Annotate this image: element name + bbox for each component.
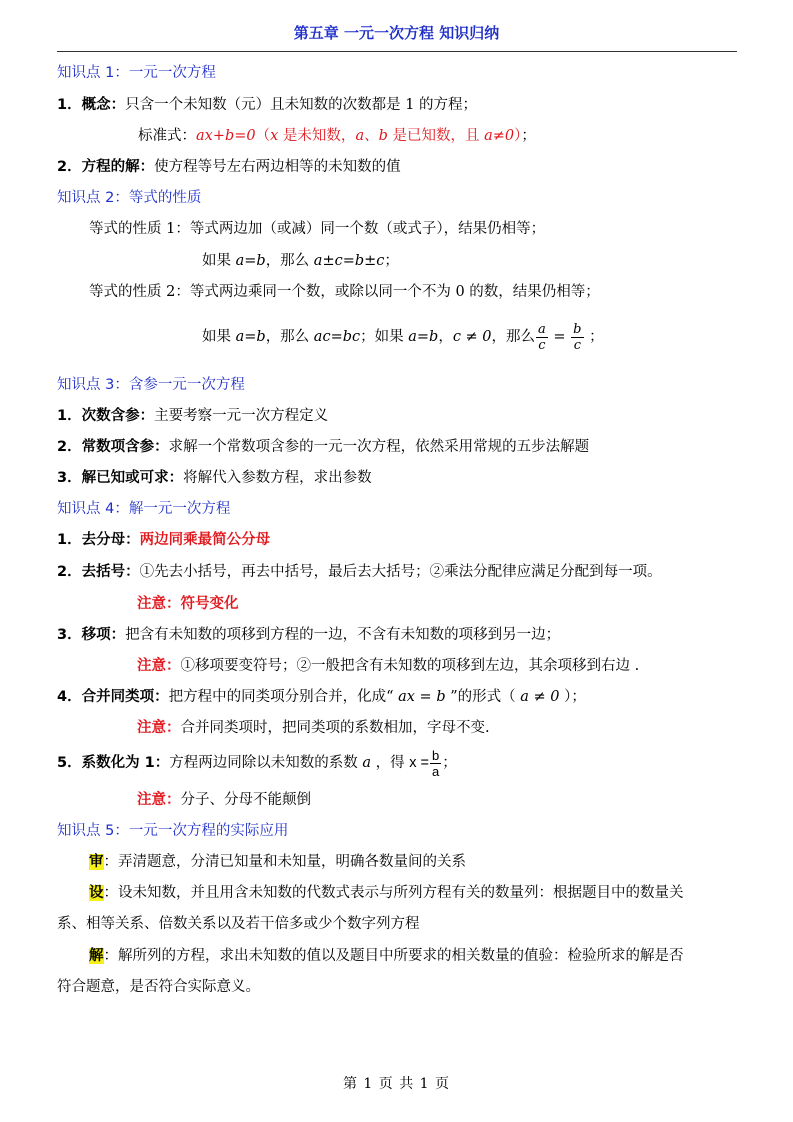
k4-item-5-note-text: 分子、分母不能颠倒 (180, 792, 311, 808)
standard-form-sep: 、 (364, 128, 379, 144)
k4-item-5-note (137, 790, 311, 810)
p2-example-then-2: ，那么 (491, 329, 536, 345)
step-shen-label: 审 (89, 854, 104, 870)
k4-item-4-text-c: ）； (559, 689, 586, 705)
k4-item-2-text: ①先去小括号，再去中括号，最后去大括号；②乘法分配律应满足分配到每一项。 (139, 564, 662, 580)
standard-form-b: b (378, 128, 388, 144)
step-she-label: 设 (89, 885, 104, 901)
k3-item-1-label: 1．次数含参： (57, 408, 155, 424)
k4-item-5-text-b: ，得 (371, 755, 410, 771)
standard-form-condition: a≠0 (484, 128, 515, 144)
section-heading-5: 知识点 5：一元一次方程的实际应用 (57, 823, 289, 839)
k4-item-3-note-text: ①移项要变符号；②一般把含有未知数的项移到左边，其余项移到右边 . (180, 658, 640, 674)
p1-example-if: 如果 (202, 253, 236, 269)
page-footer: 第 1 页 共 1 页 (342, 1076, 451, 1092)
step-she (89, 883, 684, 903)
p2-equals-sign: = (548, 329, 571, 345)
standard-form-note-close: ） (514, 128, 522, 144)
k3-item-2 (57, 437, 589, 457)
step-jie-text-1: ：解所列的方程，求出未知数的值以及题目中所要求的相关数量的值验：检验所求的解是否 (103, 948, 684, 964)
step-she-continued: 系、相等关系、倍数关系以及若干倍多或少个数字列方程 (57, 916, 420, 932)
p2-example-if-2: ；如果 (360, 329, 409, 345)
step-jie (89, 946, 684, 966)
standard-form-note-open: （ (255, 128, 271, 144)
standard-form-note-2: 是已知数，且 (387, 128, 485, 144)
p1-example-condition: a=b (235, 253, 266, 269)
k4-item-4-formula: ax = b (398, 689, 446, 705)
fraction-a-denominator-2: a (431, 763, 440, 779)
step-she-text-1: ：设未知数，并且用含未知数的代数式表示与所列方程有关的数量列：根据题目中的数量关 (103, 885, 684, 901)
k4-item-5-end: ； (442, 755, 457, 771)
k4-item-3-note (137, 656, 639, 676)
fraction-a-numerator: a (538, 321, 546, 337)
standard-form-a: a (355, 128, 365, 144)
k4-item-1 (57, 530, 270, 550)
fraction-b-numerator-2: b (431, 747, 440, 763)
equality-property-2: 等式的性质 2：等式两边乘同一个数，或除以同一个不为 0 的数，结果仍相等； (89, 284, 600, 300)
k4-item-4-note-label: 注意： (137, 720, 181, 736)
k1-item-1-text: 只含一个未知数（元）且未知数的次数都是 1 的方程； (125, 97, 478, 113)
p2-example-condition-1: a=b (235, 329, 266, 345)
step-shen-text: ：弄清题意，分清已知量和未知量，明确各数量间的关系 (103, 854, 466, 870)
p2-example-if: 如果 (202, 329, 236, 345)
k4-item-1-text: 两边同乘最简公分母 (139, 532, 271, 548)
k4-item-4-condition: a ≠ 0 (520, 689, 560, 705)
standard-form-prefix: 标准式： (138, 128, 196, 144)
k1-item-2-label: 2．方程的解： (57, 159, 155, 175)
standard-form-end: ； (521, 128, 536, 144)
k4-item-4-text-b: ”的形式（ (445, 689, 521, 705)
p1-example-end: ； (384, 253, 399, 269)
k3-item-3 (57, 468, 372, 488)
section-heading-3: 知识点 3：含参一元一次方程 (57, 377, 245, 393)
p2-example-then: ，那么 (265, 329, 314, 345)
k3-item-2-label: 2．常数项含参： (57, 439, 169, 455)
k1-item-2-text: 使方程等号左右两边相等的未知数的值 (154, 159, 401, 175)
k4-item-2-note: 注意：符号变化 (137, 596, 239, 612)
k3-item-1 (57, 406, 328, 426)
k4-item-5-label: 5．系数化为 1： (57, 755, 170, 771)
k4-item-3-text: 把含有未知数的项移到方程的一边，不含有未知数的项移到另一边； (125, 627, 561, 643)
p2-example-result-1: ac=bc (313, 329, 361, 345)
section-heading-2: 知识点 2：等式的性质 (57, 190, 202, 206)
k1-item-2 (57, 157, 401, 177)
standard-form-line (138, 126, 536, 146)
k4-item-5-x: x = (409, 755, 429, 771)
fraction-b-denominator: c (573, 337, 581, 353)
section-heading-4: 知识点 4：解一元一次方程 (57, 501, 231, 517)
k4-item-4 (57, 687, 586, 707)
k4-item-3 (57, 625, 560, 645)
step-jie-continued: 符合题意，是否符合实际意义。 (57, 979, 260, 995)
page-title: 第五章 一元一次方程 知识归纳 (293, 24, 500, 42)
equality-property-2-example (202, 318, 604, 356)
k3-item-3-text: 将解代入参数方程，求出参数 (183, 470, 372, 486)
equality-property-1-example (202, 251, 399, 271)
k4-item-2 (57, 562, 662, 582)
section-heading-1: 知识点 1：一元一次方程 (57, 65, 216, 81)
k4-item-4-note (137, 718, 490, 738)
p1-example-result: a±c=b±c (313, 253, 385, 269)
step-shen (89, 852, 466, 872)
k3-item-1-text: 主要考察一元一次方程定义 (154, 408, 329, 424)
step-jie-label: 解 (89, 948, 104, 964)
k4-item-4-text-a: 把方程中的同类项分别合并，化成“ (168, 689, 399, 705)
p2-example-end: ； (584, 329, 604, 345)
fraction-a-over-c (536, 322, 548, 353)
k4-item-4-label: 4．合并同类项： (57, 689, 169, 705)
p2-example-condition-2: a=b (408, 329, 439, 345)
equality-property-1: 等式的性质 1：等式两边加（或减）同一个数（或式子），结果仍相等； (89, 221, 546, 237)
fraction-b-over-c (571, 322, 583, 353)
k3-item-2-text: 求解一个常数项含参的一元一次方程，依然采用常规的五步法解题 (168, 439, 590, 455)
p2-example-c-condition: c ≠ 0 (452, 329, 492, 345)
k4-item-2-label: 2．去括号： (57, 564, 140, 580)
k4-item-5-text-a: 方程两边同除以未知数的系数 (169, 755, 363, 771)
k1-item-1-label: 1．概念： (57, 97, 126, 113)
p2-example-comma: ， (438, 329, 453, 345)
k4-item-5-note-label: 注意： (137, 792, 181, 808)
standard-form-formula: ax+b=0 (196, 128, 256, 144)
k3-item-3-label: 3．解已知或可求： (57, 470, 184, 486)
fraction-b-numerator: b (573, 321, 582, 337)
standard-form-x: x (270, 128, 279, 144)
standard-form-note-1: 是未知数， (278, 128, 356, 144)
k4-item-3-label: 3．移项： (57, 627, 126, 643)
k4-item-4-note-text: 合并同类项时，把同类项的系数相加，字母不变. (180, 720, 490, 736)
k4-item-5-a: a (362, 755, 371, 771)
p1-example-then: ，那么 (265, 253, 314, 269)
k4-item-1-label: 1．去分母： (57, 532, 140, 548)
fraction-b-over-a (430, 748, 441, 779)
k4-item-3-note-label: 注意： (137, 658, 181, 674)
title-divider (57, 51, 737, 52)
k1-item-1 (57, 95, 477, 115)
k4-item-5 (57, 744, 457, 782)
fraction-a-denominator: c (538, 337, 546, 353)
